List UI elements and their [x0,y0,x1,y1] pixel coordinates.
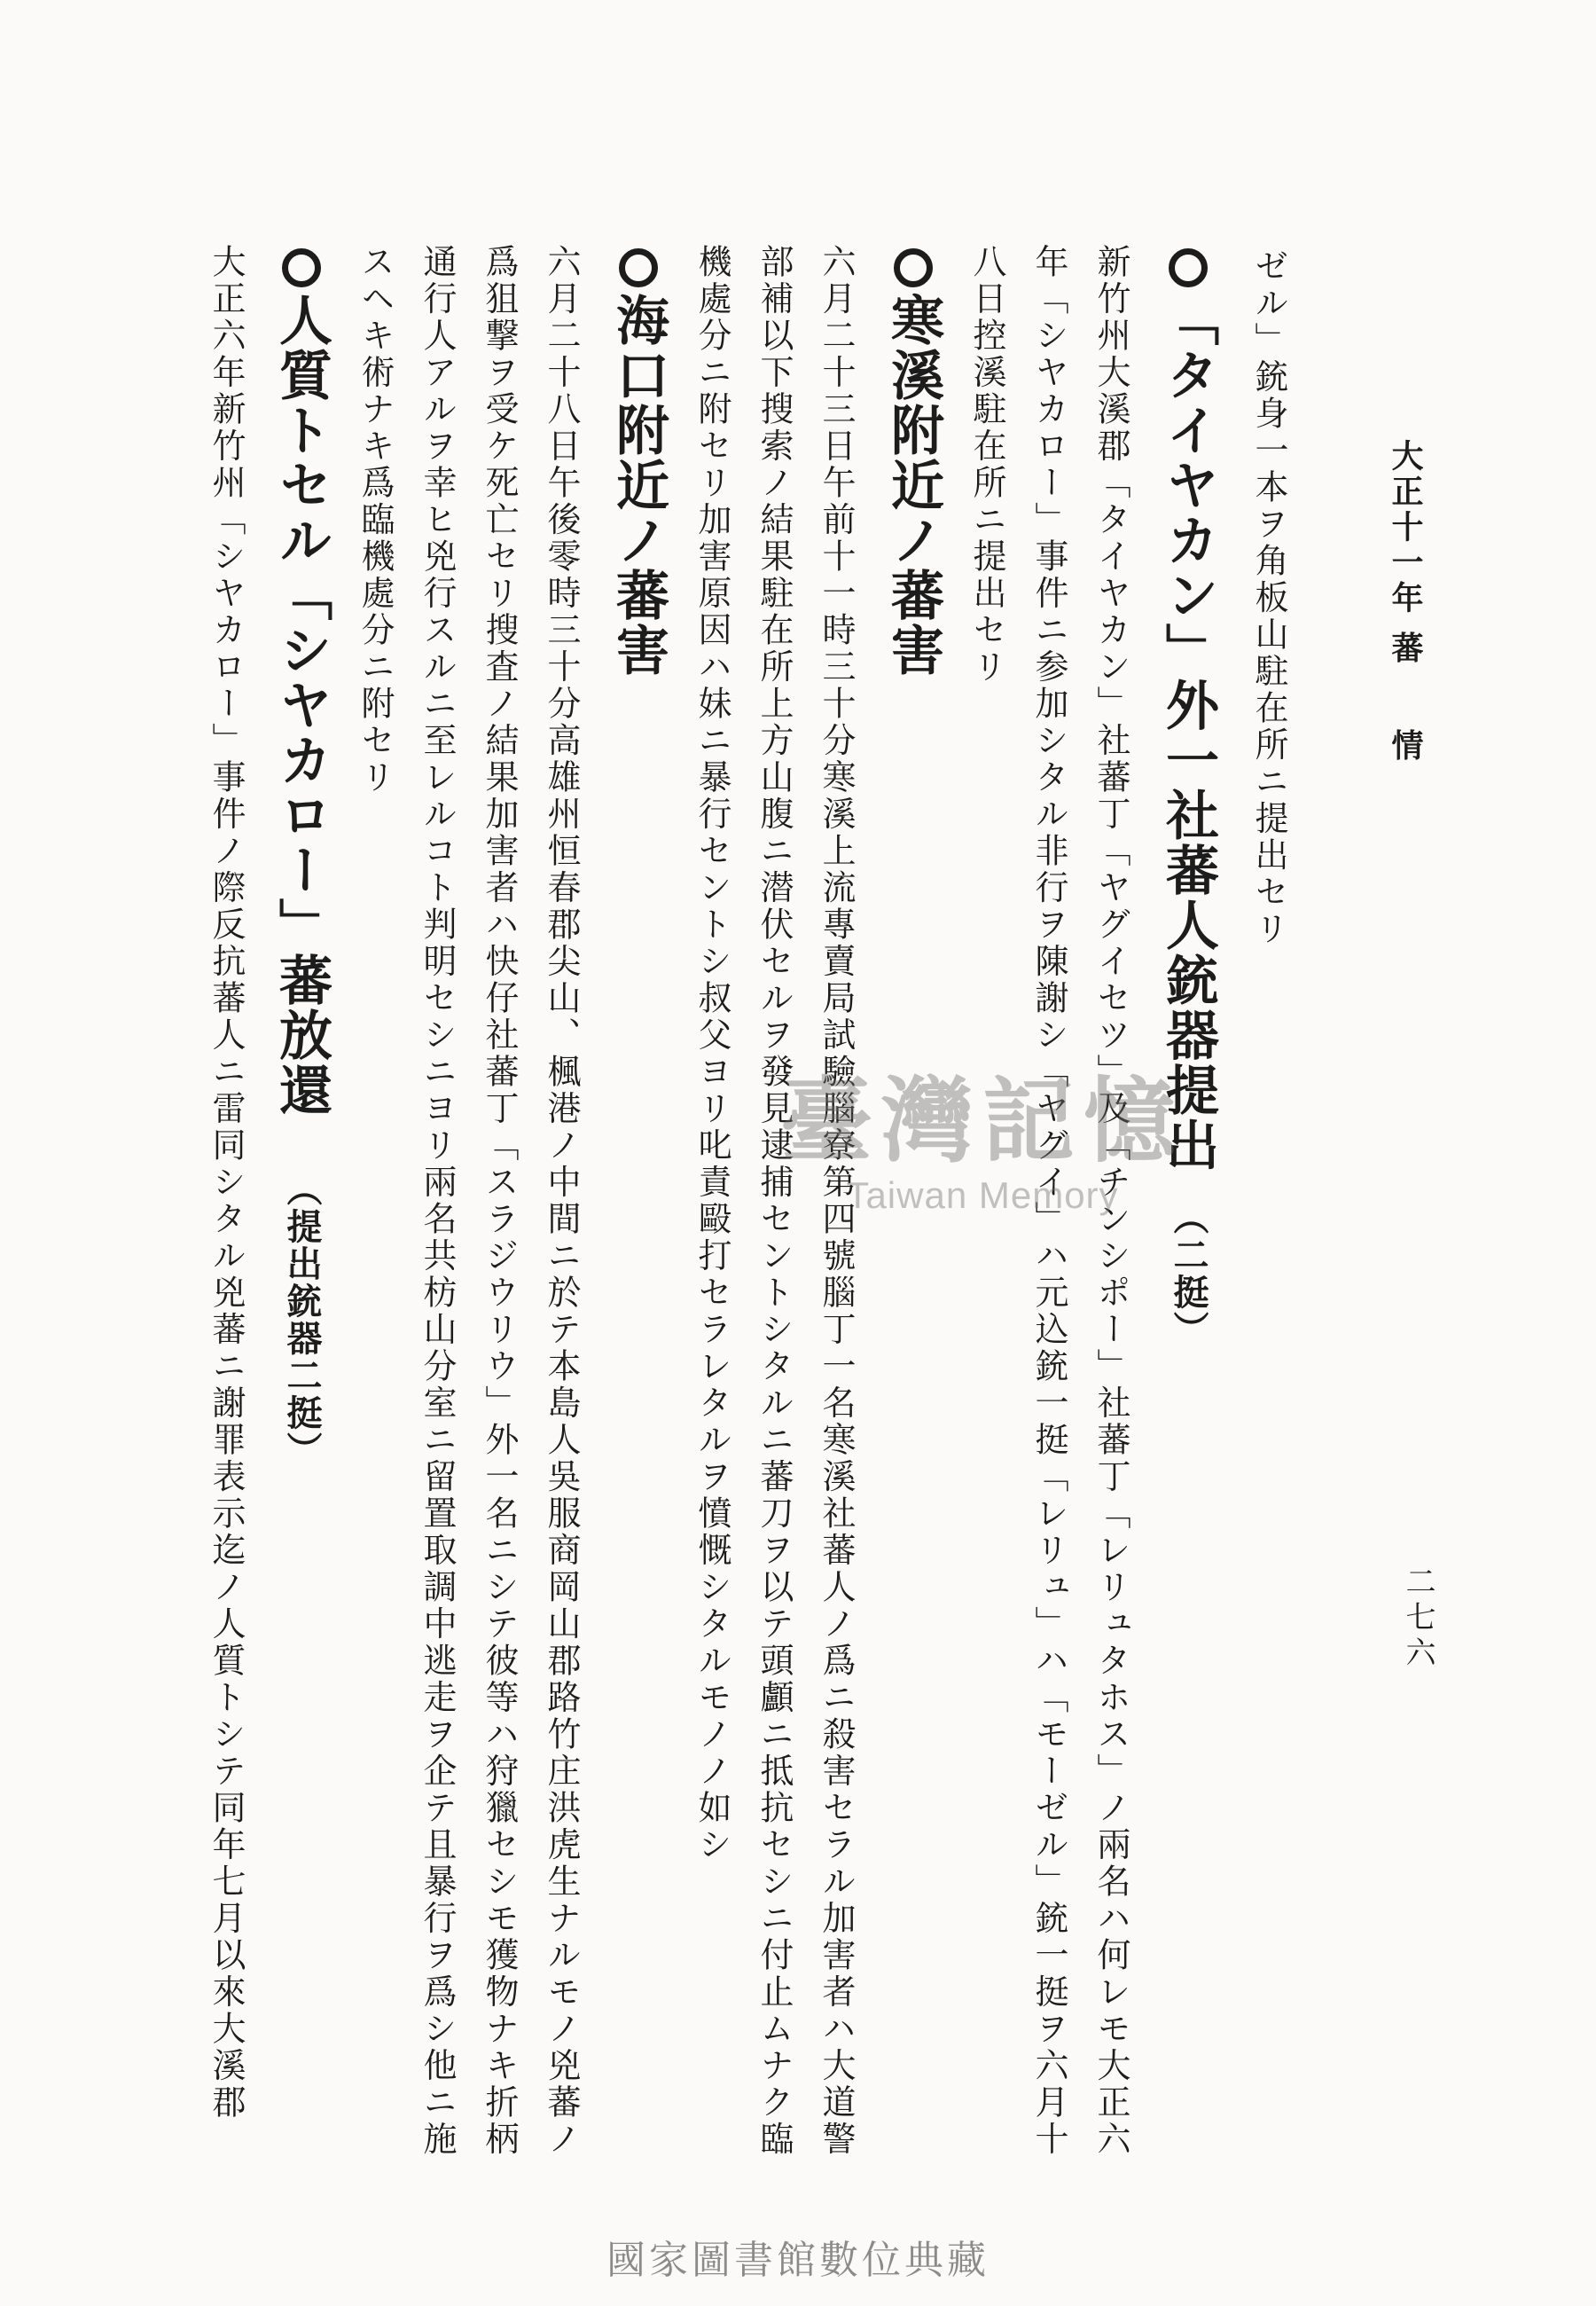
section-heading-1-text: 「タイヤカン」外一社蕃人銃器提出 [1157,293,1219,1173]
section-heading-3 [607,248,669,678]
text-column-11: スヘキ術ナキ爲臨機處分ニ附セリ [356,244,395,796]
text-column-10: 通行人アルヲ幸ヒ兇行スルニ至レルコト判明セシニヨリ兩名共枋山分室ニ留置取調中逃走ヲ企テ且暴行ヲ爲シ他ニ施 [418,244,457,2158]
text-column-9: 爲狙撃ヲ受ケ死亡セリ搜査ノ結果加害者ハ快仔社蕃丁「スラジウリウ」外一名ニシテ彼等ハ狩獵セシモ獲物ナキ折柄 [480,244,519,2158]
section-heading-2-text: 寒溪附近ノ蕃害 [882,293,944,678]
text-column-1: ゼル」銃身一本ヲ角板山駐在所ニ提出セリ [1249,248,1288,948]
section-heading-3-text: 海口附近ノ蕃害 [607,293,669,678]
running-title-text: 大正十一年 蕃 [1387,439,1424,667]
circle-bullet-icon [282,248,321,287]
section-heading-4-note: （提出銃器二挺） [281,1171,323,1469]
running-title [1383,439,1428,765]
watermark-subtitle: Taiwan Memory [846,1174,1119,1216]
section-heading-2 [882,248,944,678]
text-column-8: 六月二十八日午後零時三十分高雄州恒春郡尖山、楓港ノ中間ニ於テ本島人吳服商岡山郡路竹庄洪虎生ナルモノ兇蕃ノ [542,244,581,2158]
text-column-4: 八日控溪駐在所ニ提出セリ [967,244,1006,686]
running-title-end: 情 [1387,728,1424,765]
section-heading-4 [270,248,332,1469]
circle-bullet-icon [1169,248,1208,287]
text-column-5: 六月二十三日午前十一時三十分寒溪上流專賣局試驗腦寮第四號腦丁一名寒溪社蕃人ノ爲ニ殺害セラル加害者ハ大道警 [817,244,856,2158]
text-column-12: 大正六年新竹州「シヤカロー」事件ノ際反抗蕃人ニ雷同シタル兇蕃ニ謝罪表示迄ノ人質トシテ同年七月以來大溪郡 [207,244,246,2122]
text-column-7: 機處分ニ附セリ加害原因ハ妹ニ暴行セントシ叔父ヨリ叱責毆打セラレタルヲ憤慨シタルモノノ如シ [692,244,732,1863]
page-number: 二七六 [1400,1565,1436,1672]
text-column-6: 部補以下搜索ノ結果駐在所上方山腹ニ潜伏セルヲ發見逮捕セントシタルニ蕃刀ヲ以テ頭顱ニ抵抗セシニ付止ムナク臨 [755,244,794,2158]
text-column-3: 年「シヤカロー」事件ニ参加シタル非行ヲ陳謝シ「ヤグイ」ハ元込銃一挺「レリュ」ハ「モーゼル」銃一挺ヲ六月十 [1029,244,1068,2158]
circle-bullet-icon [894,248,933,287]
watermark [780,1047,1185,1217]
circle-bullet-icon [619,248,658,287]
watermark-title: 臺灣記憶 [780,1066,1185,1175]
section-heading-1-note: （二挺） [1168,1199,1209,1348]
section-heading-4-text: 人質トセル「シヤカロー」蕃放還 [270,293,332,1118]
footer-credit: 國家圖書館數位典藏 [606,2238,990,2283]
text-column-2: 新竹州大溪郡「タイヤカン」社蕃丁「ヤグイセツ」及「チンシポー」社蕃丁「レリュタホス」ノ兩名ハ何レモ大正六 [1091,244,1130,2158]
